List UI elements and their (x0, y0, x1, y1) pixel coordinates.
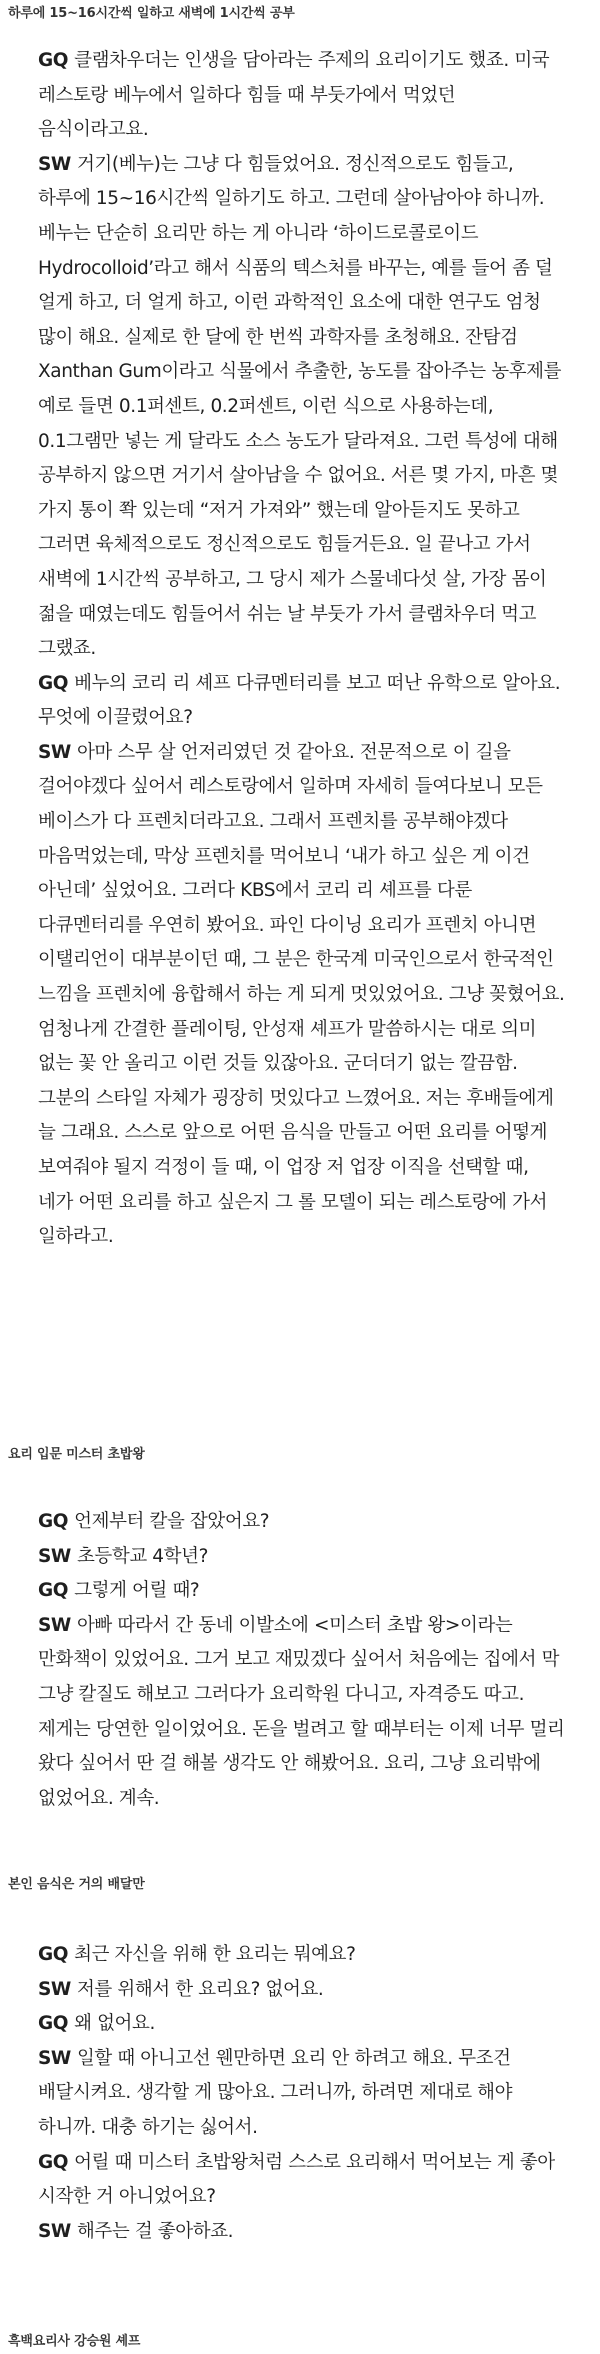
speaker-label: GQ (38, 672, 69, 694)
dialogue-text: 아마 스무 살 언저리였던 것 같아요. 전문적으로 이 길을 걸어야겠다 싶어서 레스토랑에서 일하며 자세히 들여다보니 모든 베이스가 다 프렌치더라고요. 그래서 프렌치를 공부해야겠다 마음먹었는데, 막상 프렌치를 먹어보니 ‘내가 하고 싶은 게 이건 아닌데’ 싶었어요. 그러다 KBS에서 코리 리 셰프를 다룬 다큐멘터리를 우연히 봤어요. 파인 다이닝 요리가 프렌치 아니면 이탤리언이 대부분이던 때, 그 분은 한국계 미국인으로서 한국적인 느낌을 프렌치에 융합해서 하는 게 되게 멋있었어요. 그냥 꽂혔어요. 엄청나게 간결한 플레이팅, 안성재 셰프가 말씀하시는 대로 의미 없는 꽃 안 올리고 이런 것들 있잖아요. 군더더기 없는 깔끔함. 그분의 스타일 자체가 굉장히 멋있다고 느꼈어요. 저는 후배들에게 늘 그래요. 스스로 앞으로 어떤 음식을 만들고 어떤 요리를 어떻게 보여줘야 될지 걱정이 들 때, 이 업장 저 업장 이직을 선택할 때, 네가 어떤 요리를 하고 싶은지 그 롤 모델이 되는 레스토랑에 가서 일하라고. (38, 741, 565, 1248)
speaker-label: SW (38, 2220, 71, 2242)
speaker-label: SW (38, 1545, 71, 1567)
dialogue-line (38, 2042, 566, 2146)
dialogue-text: 초등학교 4학년? (76, 1545, 209, 1567)
dialogue-line (38, 667, 566, 736)
speaker-label: SW (38, 1978, 71, 2000)
dialogue-line (38, 736, 566, 1255)
interview-section (0, 44, 600, 1255)
dialogue-line (38, 1609, 566, 1817)
dialogue-line (38, 2146, 566, 2215)
dialogue-text: 최근 자신을 위해 한 요리는 뭐예요? (74, 1944, 356, 1965)
speaker-label: GQ (38, 50, 69, 71)
dialogue-line (38, 2007, 566, 2042)
dialogue-text: 어릴 때 미스터 초밥왕처럼 스스로 요리해서 먹어보는 게 좋아 시작한 거 아니었어요? (38, 2151, 555, 2208)
interview-section (0, 1938, 600, 2249)
interview-section (0, 1505, 600, 1816)
dialogue-line (38, 1505, 566, 1540)
dialogue-line (38, 1540, 566, 1575)
speaker-label: GQ (38, 2151, 69, 2173)
dialogue-line (38, 2215, 566, 2250)
section-heading: 하루에 15~16시간씩 일하고 새벽에 1시간씩 공부 (8, 6, 295, 21)
speaker-label: SW (38, 2047, 71, 2069)
dialogue-line (38, 148, 566, 667)
dialogue-text: 그렇게 어릴 때? (74, 1580, 200, 1602)
speaker-label: SW (38, 153, 71, 175)
speaker-label: SW (38, 1614, 71, 1636)
speaker-label: GQ (38, 1944, 69, 1965)
dialogue-line (38, 44, 566, 148)
section-heading: 요리 입문 미스터 초밥왕 (8, 1447, 145, 1462)
speaker-label: GQ (38, 2013, 69, 2035)
dialogue-text: 아빠 따라서 간 동네 이발소에 <미스터 초밥 왕>이라는 만화책이 있었어요. 그거 보고 재밌겠다 싶어서 처음에는 집에서 막 그냥 칼질도 해보고 그러다가 요리학원 다니고, 자격증도 따고. 제게는 당연한 일이었어요. 돈을 벌려고 할 때부터는 이제 너무 멀리 왔다 싶어서 딴 걸 해볼 생각도 안 해봤어요. 요리, 그냥 요리밖에 없었어요. 계속. (38, 1614, 565, 1809)
dialogue-line (38, 1973, 566, 2008)
speaker-label: SW (38, 741, 71, 763)
section-heading: 흑백요리사 강승원 셰프 (8, 2334, 141, 2349)
speaker-label: GQ (38, 1580, 69, 1602)
dialogue-text: 해주는 걸 좋아하죠. (76, 2220, 234, 2242)
dialogue-line (38, 1938, 566, 1973)
section-heading: 본인 음식은 거의 배달만 (8, 1877, 145, 1892)
dialogue-text: 클램차우더는 인생을 담아라는 주제의 요리이기도 했죠. 미국 레스토랑 베누에서 일하다 힘들 때 부둣가에서 먹었던 음식이라고요. (38, 50, 550, 141)
dialogue-text: 일할 때 아니고선 웬만하면 요리 안 하려고 해요. 무조건 배달시켜요. 생각할 게 많아요. 그러니까, 하려면 제대로 해야 하니까. 대충 하기는 싫어서. (38, 2047, 513, 2138)
dialogue-text: 언제부터 칼을 잡았어요? (74, 1511, 270, 1532)
dialogue-line (38, 1574, 566, 1609)
speaker-label: GQ (38, 1511, 69, 1532)
dialogue-text: 베누의 코리 리 셰프 다큐멘터리를 보고 떠난 유학으로 알아요. 무엇에 이끌렸어요? (38, 672, 561, 729)
dialogue-text: 왜 없어요. (74, 2013, 155, 2035)
dialogue-text: 거기(베누)는 그냥 다 힘들었어요. 정신적으로도 힘들고, 하루에 15~16시간씩 일하기도 하고. 그런데 살아남아야 하니까. 베누는 단순히 요리만 하는 게 아니라 ‘하이드로콜로이드 Hydrocolloid’라고 해서 식품의 텍스처를 바꾸는, 예를 들어 좀 덜 얼게 하고, 더 얼게 하고, 이런 과학적인 요소에 대한 연구도 엄청 많이 해요. 실제로 한 달에 한 번씩 과학자를 초청해요. 잔탐검 Xanthan Gum이라고 식물에서 추출한, 농도를 잡아주는 농후제를 예로 들면 0.1퍼센트, 0.2퍼센트, 이런 식으로 사용하는데, 0.1그램만 넣는 게 달라도 소스 농도가 달라져요. 그런 특성에 대해 공부하지 않으면 거기서 살아남을 수 없어요. 서른 몇 가지, 마흔 몇 가지 통이 쫙 있는데 “저거 가져와” 했는데 알아듣지도 못하고 그러면 육체적으로도 정신적으로도 힘들거든요. 일 끝나고 가서 새벽에 1시간씩 공부하고, 그 당시 제가 스물네다섯 살, 가장 몸이 젊을 때였는데도 힘들어서 쉬는 날 부둣가 가서 클램차우더 먹고 그랬죠. (38, 153, 562, 660)
dialogue-text: 저를 위해서 한 요리요? 없어요. (76, 1978, 324, 2000)
